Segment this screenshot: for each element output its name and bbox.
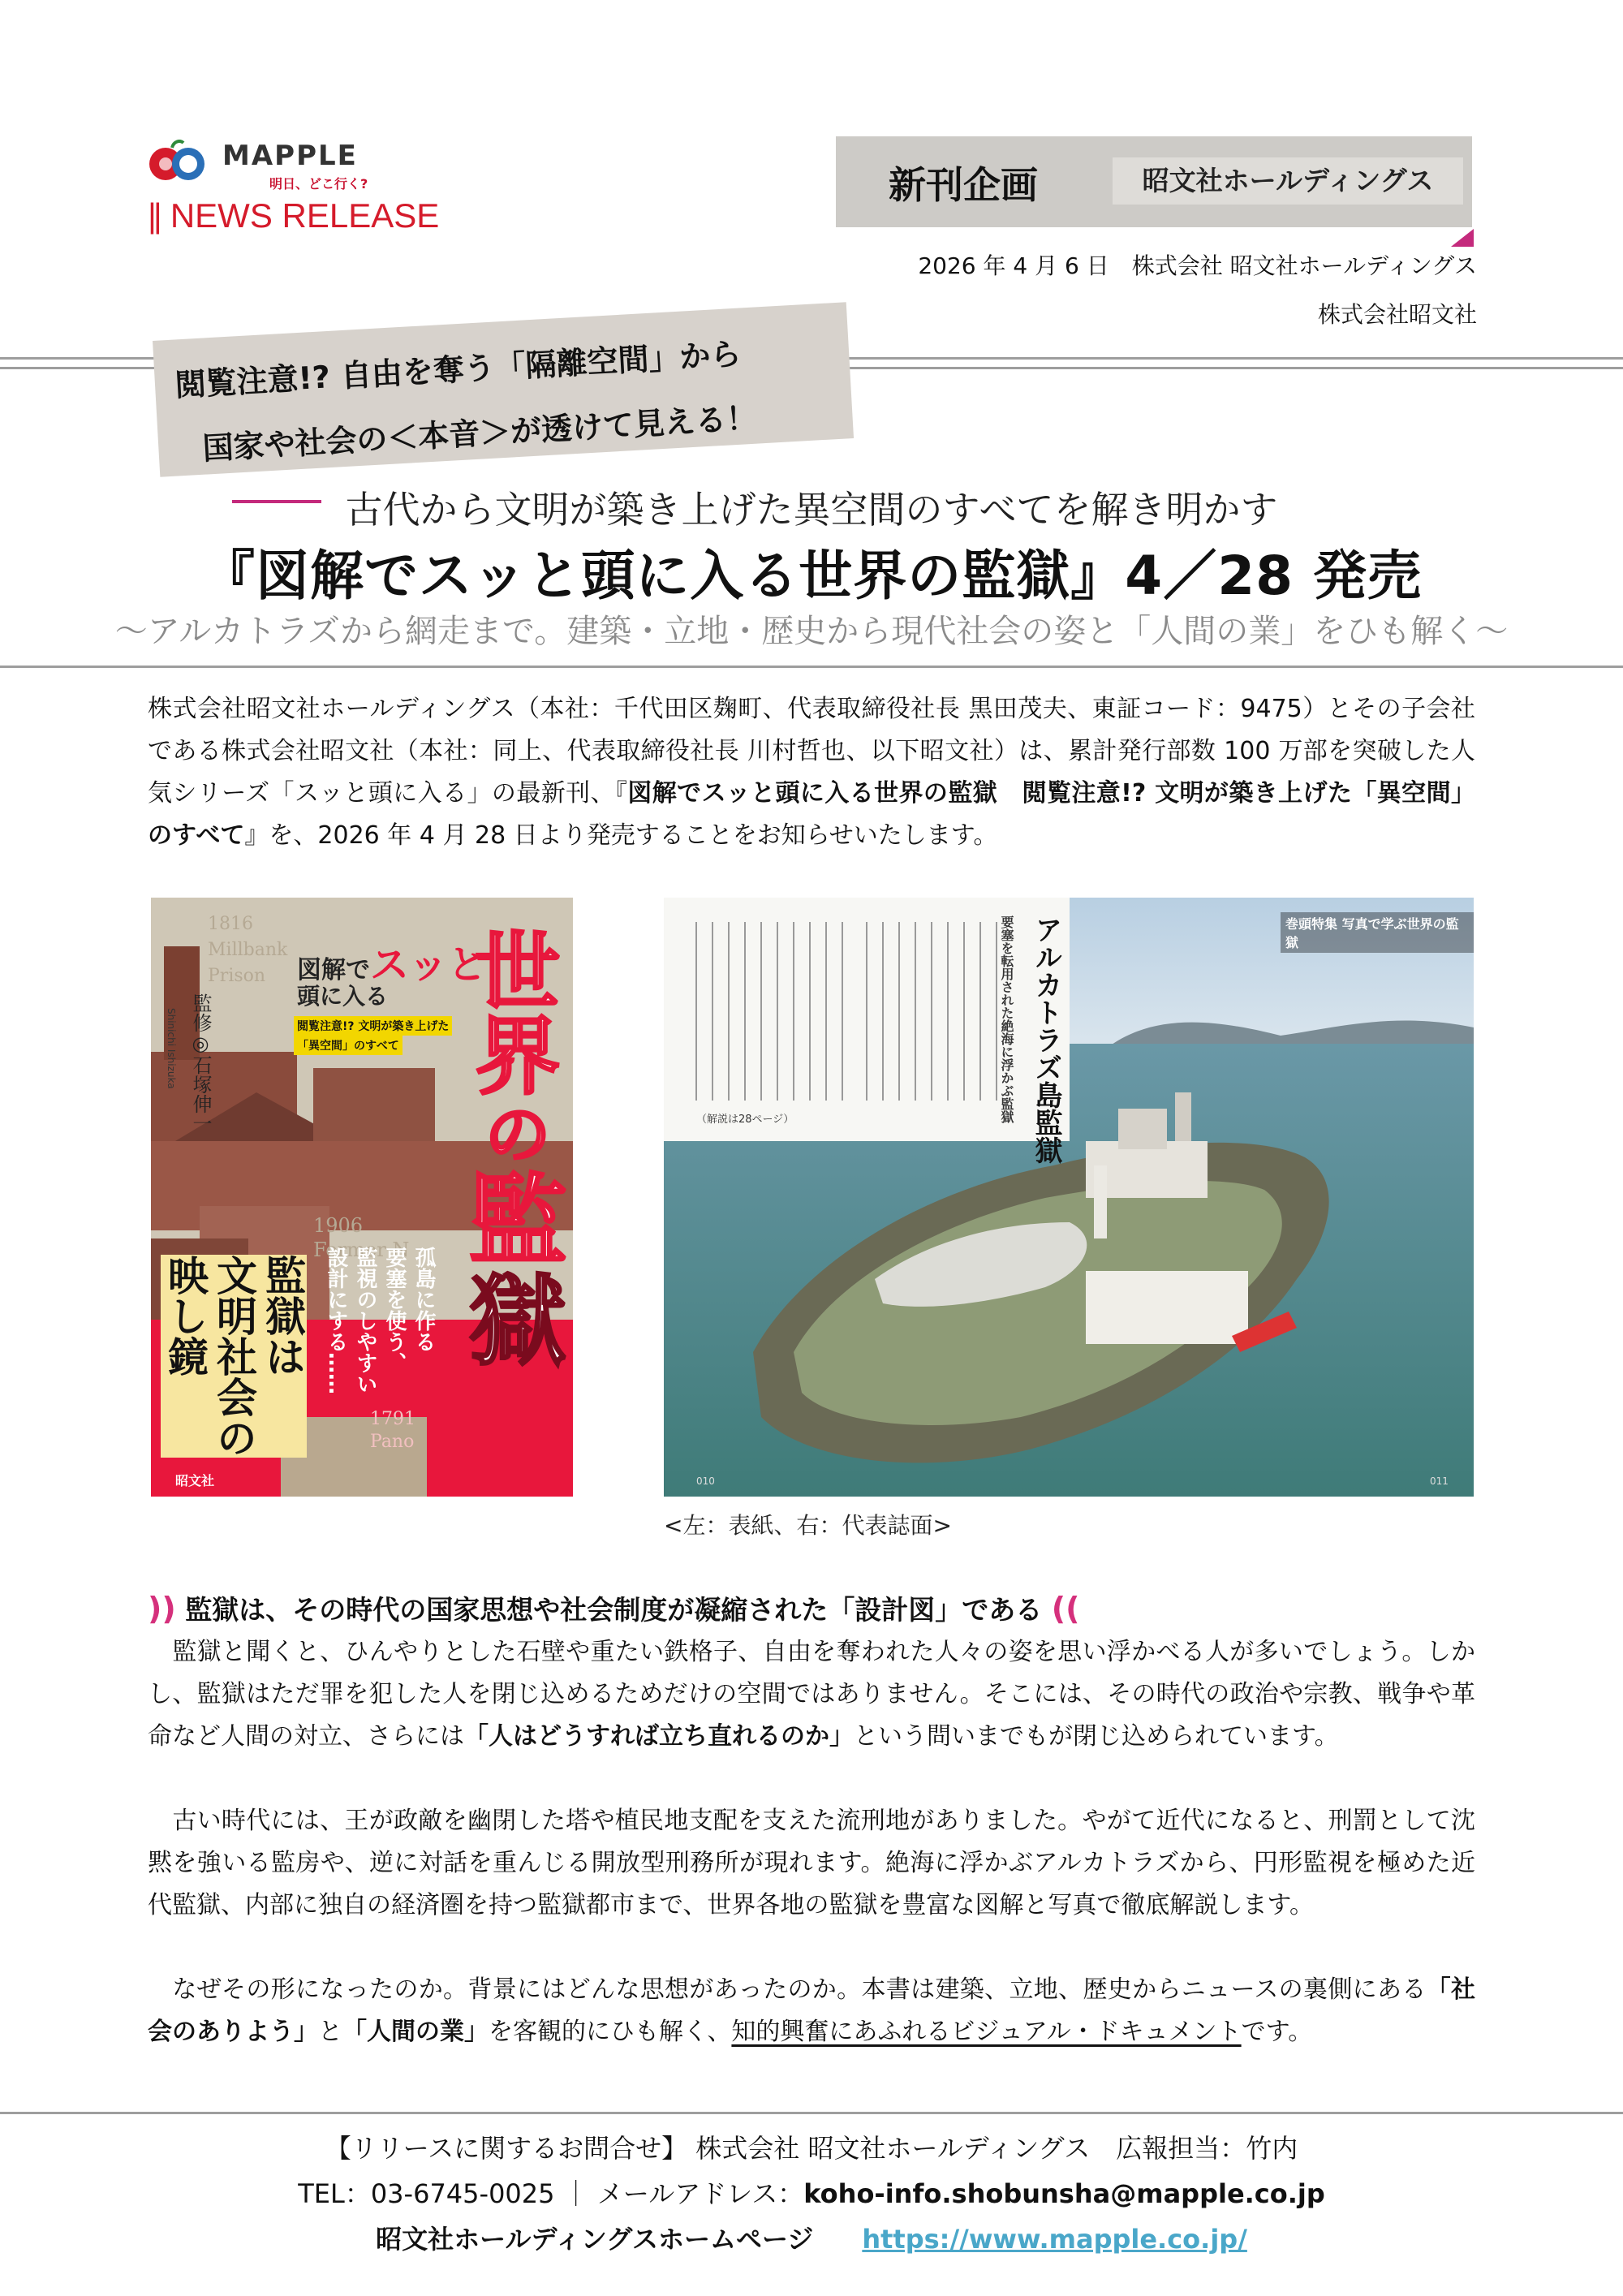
cover-supervisor [187, 993, 215, 1133]
news-release-bars: || [148, 196, 159, 235]
headline-tagline: ～アルカトラズから網走まで。建築・立地・歴史から現代社会の姿と「人間の業」をひも解く～ [114, 613, 1509, 650]
cover-copy-col: 孤島に作る [411, 1247, 436, 1352]
section-open-bracket: )) [148, 1591, 176, 1626]
spread-page-left: 010 [696, 1475, 715, 1487]
footer-homepage-label: 昭文社ホールディングスホームページ [376, 2224, 814, 2255]
corner-triangle-icon [1451, 229, 1474, 247]
cover-series-a: 図解で [297, 956, 370, 984]
header-company-tag: 昭文社ホールディングス [1113, 157, 1463, 205]
body-text: なぜその形になったのか。背景にはどんな思想があったのか。本書は建築、立地、歴史からニュースの裏側にある [172, 1975, 1427, 2004]
cover-year-1: 1816 [208, 914, 253, 934]
spread-page-right: 011 [1430, 1475, 1449, 1487]
body-text: 古い時代には、王が政敵を幽閉した塔や植民地支配を支えた流刑地がありました。やがて近代になると、刑罰として沈黙を強いる監房や、逆に対話を重んじる開放型刑務所が現れます。絶海に浮かぶアルカトラズから、円形監視を極めた近代監獄、内部に独自の経済圏を持つ監獄都市まで、世界各地の監獄を豊富な図解と写真で徹底解説します。 [148, 1807, 1476, 1919]
cover-copy-col: 設計にする…… [324, 1247, 348, 1394]
cover-tagline-col: 文明社会の [210, 1255, 257, 1458]
body-bold: 「社会のありよう」 [148, 1975, 1476, 2046]
headline-title: 『図解でスッと頭に入る世界の監獄』4／28 発売 [200, 545, 1423, 607]
cover-red-copy [321, 1247, 438, 1394]
news-release-label [148, 196, 439, 235]
cover-tagline-col: 監獄は [259, 1255, 306, 1376]
cover-prison-1b: Prison [208, 966, 266, 986]
cover-title-char: 監 [469, 1165, 566, 1278]
mapple-logo [148, 131, 415, 205]
body-text: です。 [1241, 2018, 1313, 2046]
cover-badge-1: 閲覧注意!? 文明が築き上げた [294, 1016, 452, 1036]
spread-page-ref: （解説は28ページ） [696, 1114, 794, 1126]
cover-supervisor-label: 監修◎ [189, 993, 212, 1055]
cover-publisher: 昭文社 [175, 1473, 215, 1488]
sample-spread-image [664, 898, 1474, 1497]
image-caption: <左：表紙、右：代表誌面> [664, 1512, 952, 1539]
section-close-bracket: (( [1051, 1591, 1080, 1626]
body-text: という問いまでもが閉じ込められています。 [854, 1722, 1339, 1751]
cover-prison-3: Pano [370, 1432, 415, 1452]
header-title: 新刊企画 [889, 163, 1038, 207]
divider [0, 666, 1623, 668]
date-line: 2026 年 4 月 6 日 株式会社 昭文社ホールディングス [918, 252, 1477, 279]
body-paragraph-2 [148, 1800, 1475, 1927]
intro-paragraph [148, 688, 1475, 857]
body-underlined: 知的興奮にあふれるビジュアル・ドキュメント [731, 2018, 1242, 2046]
body-paragraph-1 [148, 1631, 1475, 1758]
section-heading-text: 監獄は、その時代の国家思想や社会制度が凝縮された「設計図」である [185, 1594, 1043, 1626]
apple-icon [148, 138, 217, 187]
body-paragraph-3 [148, 1969, 1475, 2053]
footer-homepage-link[interactable]: https://www.mapple.co.jp/ [862, 2224, 1247, 2255]
spread-heading: アルカトラズ島監獄 [1030, 915, 1062, 1164]
cover-copy-col: 要塞を使う、 [382, 1247, 407, 1373]
spread-heading-sub: 要塞を転用された絶海に浮かぶ監獄 [999, 915, 1014, 1123]
body-bold: 「人間の業」 [342, 2018, 489, 2046]
cover-title-char: 界 [475, 1007, 560, 1106]
footer-homepage [0, 2219, 1623, 2256]
cover-prison-1a: Millbank [208, 940, 288, 960]
callout-line-2: 国家や社会の＜本音＞が透けて見える！ [201, 399, 758, 467]
cover-series-b: スッと [370, 942, 487, 988]
cover-tagline-col: 映し鏡 [161, 1255, 209, 1376]
footer-tel: TEL：03-6745-0025 ｜ メールアドレス： [298, 2178, 804, 2209]
footer-email-link[interactable]: koho-info.shobunsha@mapple.co.jp [803, 2178, 1325, 2209]
cover-badge-2: 「異空間」のすべて [294, 1036, 403, 1055]
cover-year-2: 1906 [313, 1214, 364, 1237]
headline-subtitle: 古代から文明が築き上げた異空間のすべてを解き明かす [345, 488, 1278, 532]
news-release-text: NEWS RELEASE [170, 196, 440, 235]
body-text: 監獄と聞くと、ひんやりとした石壁や重たい鉄格子、自由を奪われた人々の姿を思い浮かべる人が多いでしょう。しかし、監獄はただ罪を犯した人を閉じ込めるためだけの空間ではありません。そこには、その時代の政治や宗教、戦争や革命など人間の対立、さらには [148, 1638, 1476, 1751]
cover-copy-col: 監視のしやすい [353, 1247, 377, 1394]
body-text: を客観的にひも解く、 [489, 2018, 732, 2046]
cover-series-c: 頭に入る [297, 983, 389, 1010]
cover-supervisor-en: Shinichi Ishizuka [166, 1008, 177, 1089]
book-title-bold: 図解でスッと頭に入る世界の監獄 閲覧注意!? 文明が築き上げた「異空間」のすべて [148, 779, 1475, 850]
cover-prison-2: Former N [313, 1238, 410, 1261]
brand-name: MAPPLE [222, 140, 358, 172]
cover-title-char: 獄 [469, 1266, 566, 1379]
cover-title [469, 923, 566, 1379]
cover-title-char: の [485, 1097, 550, 1173]
cover-year-3: 1791 [370, 1409, 415, 1429]
spread-corner-label: 巻頭特集 写真で学ぶ世界の監獄 [1281, 912, 1474, 953]
brand-tagline: 明日、どこ行く? [269, 176, 368, 192]
section-heading [148, 1589, 1079, 1627]
footer-contact: 【リリースに関するお問合せ】 株式会社 昭文社ホールディングス 広報担当：竹内 [325, 2133, 1298, 2164]
divider [0, 2112, 1623, 2114]
cover-title-char: 世 [475, 923, 560, 1022]
cover-supervisor-name: 石塚伸一 [189, 1055, 212, 1133]
book-cover-image [151, 898, 573, 1497]
callout-line-1: 閲覧注意!? 自由を奪う「隔離空間」から [174, 335, 743, 403]
body-text: と [318, 2018, 342, 2046]
body-bold: 「人はどうすれば立ち直れるのか」 [464, 1722, 854, 1751]
intro-text: 株式会社昭文社ホールディングス（本社：千代田区麹町、代表取締役社長 黒田茂夫、東証コード：9475）とその子会社である株式会社昭文社（本社：同上、代表取締役社長 川村哲也、以下昭文社）は、累計発行部数 100 万部を突破した人気シリーズ「スッと頭に入る」の最新刊、『 [148, 695, 1475, 808]
company-name: 株式会社昭文社 [1317, 301, 1477, 328]
footer-tel-email [0, 2173, 1623, 2211]
cover-tagline [161, 1255, 307, 1458]
alcatraz-photo [664, 898, 1474, 1497]
intro-text-end: 』を、2026 年 4 月 28 日より発売することをお知らせいたします。 [244, 821, 998, 850]
